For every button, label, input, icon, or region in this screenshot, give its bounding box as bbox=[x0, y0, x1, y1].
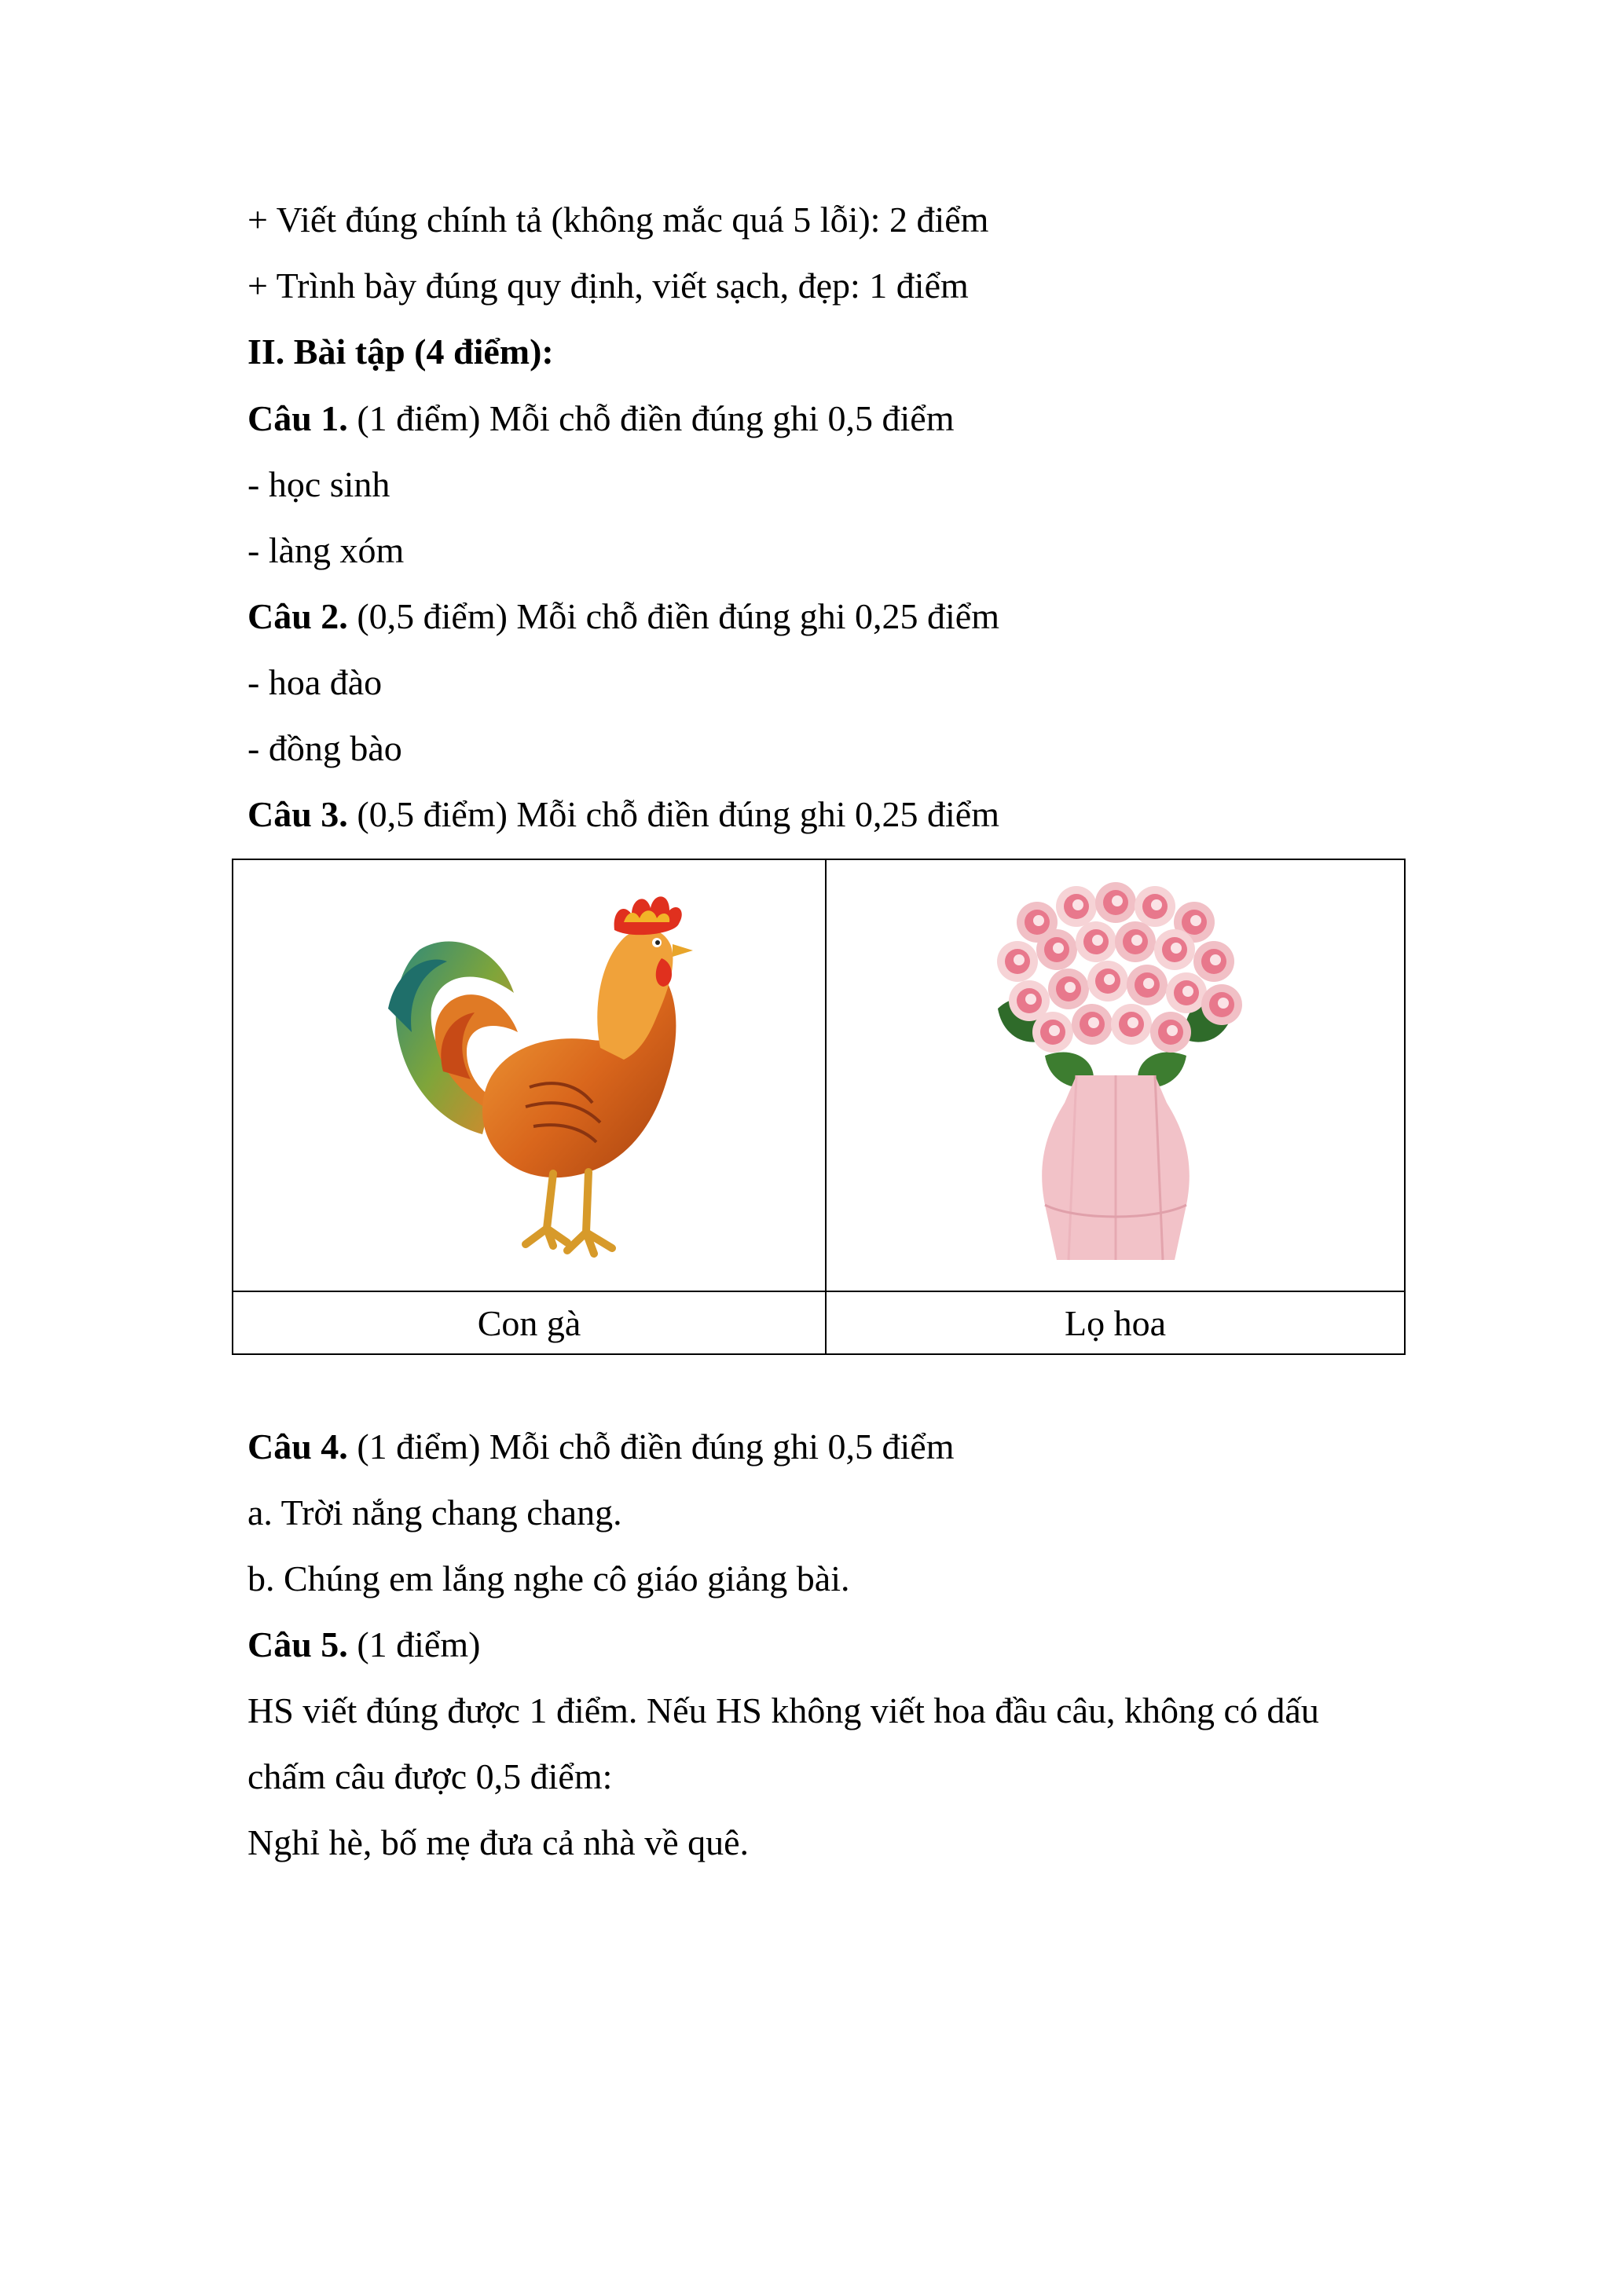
question-1-answer-2: - làng xóm bbox=[247, 530, 405, 570]
rose bbox=[1095, 882, 1136, 923]
vase-caption: Lọ hoa bbox=[826, 1291, 1405, 1354]
question-1-label: Câu 1. bbox=[247, 398, 348, 438]
scoring-line-presentation: + Trình bày đúng quy định, viết sạch, đẹp: 1 điểm bbox=[247, 265, 969, 306]
rose bbox=[1201, 984, 1242, 1025]
question-5-answer: Nghỉ hè, bố mẹ đưa cả nhà về quê. bbox=[247, 1822, 750, 1862]
question-5-paragraph-2: chấm câu được 0,5 điểm: bbox=[247, 1756, 613, 1796]
question-5-text: (1 điểm) bbox=[347, 1624, 481, 1664]
rose bbox=[1111, 1004, 1152, 1045]
rose bbox=[1056, 886, 1097, 927]
scoring-line-spelling: + Viết đúng chính tả (không mắc quá 5 lỗi): 2 điểm bbox=[247, 200, 989, 240]
rose bbox=[1087, 961, 1128, 1002]
rooster-illustration bbox=[365, 875, 695, 1276]
answer-table bbox=[232, 859, 1406, 1355]
question-1-heading bbox=[247, 395, 954, 442]
question-4-answer-a: a. Trời nắng chang chang. bbox=[247, 1492, 622, 1532]
rooster-cell bbox=[233, 859, 826, 1291]
rose bbox=[1150, 1012, 1191, 1053]
question-2-answer-1: - hoa đào bbox=[247, 662, 383, 702]
rose bbox=[1032, 1012, 1073, 1053]
image-row bbox=[233, 859, 1405, 1291]
rose bbox=[1193, 941, 1234, 982]
rose bbox=[1135, 886, 1175, 927]
rose bbox=[1036, 929, 1077, 970]
question-2-answer-2: - đồng bào bbox=[247, 728, 402, 768]
rose bbox=[1127, 965, 1168, 1005]
rose bbox=[997, 941, 1038, 982]
rose bbox=[1072, 1004, 1113, 1045]
question-4-answer-b: b. Chúng em lắng nghe cô giáo giảng bài. bbox=[247, 1558, 850, 1598]
rose bbox=[1166, 972, 1207, 1013]
question-3-label: Câu 3. bbox=[247, 794, 348, 834]
question-5-paragraph-1: HS viết đúng được 1 điểm. Nếu HS không viết hoa đầu câu, không có dấu bbox=[247, 1690, 1319, 1730]
question-4-heading bbox=[247, 1423, 954, 1470]
rose bbox=[1154, 929, 1195, 970]
question-4-text: (1 điểm) Mỗi chỗ điền đúng ghi 0,5 điểm bbox=[347, 1426, 955, 1467]
question-2-heading bbox=[247, 593, 999, 640]
section-heading-text: II. Bài tập (4 điểm): bbox=[247, 331, 554, 372]
question-3-text: (0,5 điểm) Mỗi chỗ điền đúng ghi 0,25 điểm bbox=[347, 794, 999, 834]
rose bbox=[1048, 969, 1089, 1009]
question-3-heading bbox=[247, 791, 999, 838]
question-1-text: (1 điểm) Mỗi chỗ điền đúng ghi 0,5 điểm bbox=[347, 398, 955, 438]
rooster-caption: Con gà bbox=[233, 1291, 826, 1354]
question-4-label: Câu 4. bbox=[247, 1426, 348, 1467]
question-5-label: Câu 5. bbox=[247, 1624, 348, 1664]
question-5-heading bbox=[247, 1621, 480, 1668]
section-heading bbox=[247, 328, 554, 375]
rose bbox=[1115, 921, 1156, 962]
question-2-label: Câu 2. bbox=[247, 596, 348, 636]
vase-cell bbox=[826, 859, 1405, 1291]
rose-vase-photo bbox=[951, 875, 1281, 1276]
rose bbox=[1076, 921, 1116, 962]
caption-row bbox=[233, 1291, 1405, 1354]
question-2-text: (0,5 điểm) Mỗi chỗ điền đúng ghi 0,25 điểm bbox=[347, 596, 999, 636]
question-1-answer-1: - học sinh bbox=[247, 464, 390, 504]
